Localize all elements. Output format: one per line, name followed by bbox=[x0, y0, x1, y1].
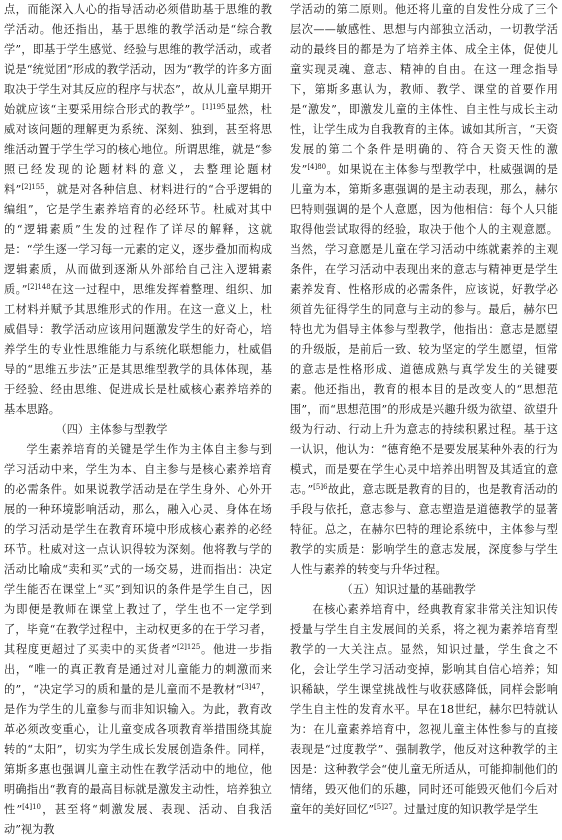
citation: [4]10 bbox=[22, 803, 41, 811]
left-column bbox=[4, 0, 272, 836]
citation: [2]148 bbox=[27, 283, 51, 291]
citation: [5]6 bbox=[313, 483, 328, 491]
section-heading-4: （四）主体参与型教学 bbox=[55, 423, 168, 436]
left-paragraph-2: 学生素养培育的关键是学生作为主体自主参与到学习活动中来，学生为本、自主参与是核心素养培育的必需条件。如果说教学活动是在学生身外、心外开展的一种环境影响活动，那么，融入心灵、身体在场的学习活动是学生在教育环境中形成核心素养的必经环节。杜威对这一点认识得较为深刻。他将教与学的活动比喻成“卖和买”式的一场交易，进而指出：决定学生能否在课堂上“买”到知识的条件是学生自己，因为即便是教师在课堂上教过了，学生也不一定学到了，毕竟“在教学过程中，主动权更多的在于学习者，其程度更超过了买卖中的买货者”$^{[2]125}$。他进一步指出，“唯一的真正教育是通过对儿童能力的刺激而来的”，“决定学习的质和量的是儿童而不是教材”$^{[3]47}$，是作为学生的儿童参与而非知识输入。为此，教育改革必须改变重心，让儿童变成各项教育举措围绕其旋转的“太阳”，切实为学生成长发展创造条件。同样，第斯多惠也强调儿童主动性在教学活动中的地位，他明确指出“教育的最高目标就是激发主动性，培养独立性”$^{[4]10}$，甚至将“刺激发展、表现、活动、自我活动”视为教 bbox=[4, 443, 272, 836]
citation: [5]27 bbox=[374, 803, 393, 811]
citation: [1]195 bbox=[202, 103, 226, 111]
citation: [2]125 bbox=[177, 643, 201, 651]
citation: [2]155 bbox=[21, 183, 45, 191]
citation: [4]80 bbox=[307, 163, 327, 171]
right-paragraph-2: 在核心素养培育中，经典教育家非常关注知识传授量与学生自主发展间的关系，将之视为素养培育型教学的一大关注点。显然，知识过量，学生食之不化，会让学生学习活动变掉，影响其自信心培养；知识稀缺，学生课堂挑战性与收获感降低，同样会影响学生自主性的发育水平。早在18世纪，赫尔巴特就认为：在儿童素养培育中，忽视儿童主体性参与的直接表现是“过度教学”、强制教学，他反对这种教学的主因是：这种教学会“使儿童无所适从，可能抑制他们的情绪，毁灭他们的乐趣，同时还可能毁灭他们今后对童年的美好回忆”$^{[5]27}$。过量过度的知识教学是学生 bbox=[290, 603, 558, 816]
left-paragraph-1: 点，而能深入人心的指导活动必须借助基于思维的教学活动。他还指出，基于思维的教学活动是“综合教学”，即基于学生感觉、经验与思维的教学活动，或者说是“统觉团”形成的教学活动，因为“教学的许多方面取决于学生对其反应的程序与状态”，故从儿童早期开始就应该“主要采用综合形式的教学”。$^{[1]195}$显然，杜威对该问题的理解更为系统、深刻、独到，甚至将思维活动置于学生学习的核心地位。所谓思维，就是“参照已经发现的论题材料的意义，去整理论题材料”$^{[2]155}$，就是对各种信息、材料进行的“合乎逻辑的编组”，它是学生素养培育的必经环节。杜威对其中的“逻辑素质”生发的过程作了详尽的解释，这就是：“学生逐一学习每一元素的定义，逐步叠加而构成逻辑素质，从而做到逐渐从外部给自己注入逻辑素质。”$^{[2]148}$在这一过程中，思维发挥着整理、组织、加工材料并赋予其思维形式的作用。在这一意义上，杜威倡导：教学活动应该用问题激发学生的好奇心，培养学生的专业性思维能力与系统化联想能力，杜威倡导的“思维五步法”正是其思维型教学的具体体现，基于经验、经由思维、促进成长是杜威核心素养培养的基本思路。 bbox=[4, 3, 272, 416]
right-paragraph-1: 学活动的第二原则。他还将儿童的自发性分成了三个层次——敏感性、思想与内部独立活动，一切教学活动的最终目的都是为了培养主体、成全主体，促使儿童实现灵魂、意志、精神的自由。在这一理念指导下，第斯多惠认为，教师、教学、课堂的首要作用是“激发”，即激发儿童的主体性、自主性与成长主动性，让学生成为自我教育的主体。诚如其所言，“天资发展的第二个条件是明确的、符合天资天性的激发”$^{[4]80}$。如果说在主体参与型教学中，杜威强调的是儿童为本，第斯多惠强调的是主动表现，那么，赫尔巴特则强调的是个人意愿，因为他相信：每个人只能取得他尝试取得的经验，取决于他个人的主观意愿。当然，学习意愿是儿童在学习活动中练就素养的主观条件，在学习活动中表现出来的意志与精神更是学生素养发育、性格形成的必需条件，应该说，好教学必须首先征得学生的同意与主动的参与。最后，赫尔巴特也尤为倡导主体参与型教学，他指出：意志是愿望的升级版，是前后一致、较为坚定的学生愿望，恒常的意志是性格形成、道德成熟与真学发生的关键要素。他还指出，教育的根本目的是改变人的“思想范围”，而“思想范围”的形成是兴趣升级为欲望、欲望升级为行动、行动上升为意志的持续积累过程。基于这一认识，他认为：“德育绝不是要发展某种外表的行为模式，而是要在学生心灵中培养出明智及其适宜的意志。”$^{[5]6}$故此，意志既是教育的目的，也是教育活动的手段与依托，意志参与、意志塑造是道德教学的显著特征。总之，在赫尔巴特的理论系统中，主体参与型教学的实质是：影响学生的意志发展，深度参与学生人性与素养的转变与升华过程。 bbox=[290, 3, 558, 576]
citation: [3]47 bbox=[241, 683, 261, 691]
right-column bbox=[290, 0, 558, 816]
section-heading-5: （五）知识过量的基础教学 bbox=[341, 583, 476, 596]
